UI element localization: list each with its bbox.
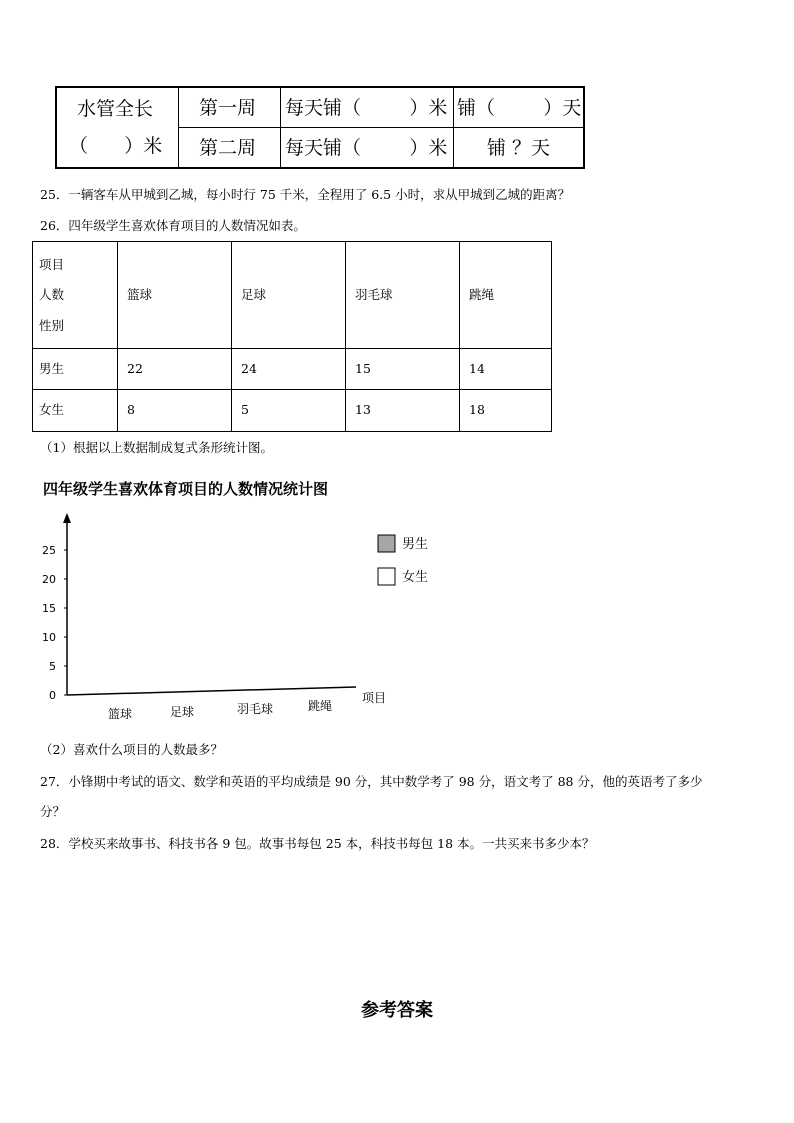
question-26-2: （2）喜欢什么项目的人数最多？ — [40, 742, 223, 757]
question-26: 26．四年级学生喜欢体育项目的人数情况如表。 — [40, 218, 306, 233]
table-cell: 18 — [469, 402, 485, 417]
pipe-total-blank: （ ）米 — [69, 135, 163, 157]
y-tick-label: 0 — [49, 689, 56, 702]
x-axis — [67, 687, 356, 695]
table-cell: 13 — [355, 402, 371, 417]
week1-label: 第一周 — [199, 97, 257, 119]
question-26-1: （1）根据以上数据制成复式条形统计图。 — [40, 440, 273, 455]
column-header: 足球 — [241, 287, 267, 302]
table-divider — [33, 389, 551, 390]
x-category-label: 篮球 — [107, 707, 133, 721]
legend-label: 男生 — [402, 537, 429, 552]
column-header: 篮球 — [127, 287, 153, 302]
header-corner-gender: 性别 — [39, 318, 65, 333]
header-corner-item: 项目 — [39, 257, 65, 272]
x-axis-label: 项目 — [362, 691, 387, 705]
legend-label: 女生 — [402, 570, 429, 585]
y-tick-label: 15 — [42, 602, 56, 615]
week2-label: 第二周 — [199, 137, 257, 159]
chart-title: 四年级学生喜欢体育项目的人数情况统计图 — [43, 480, 329, 498]
y-axis-arrow — [63, 513, 71, 523]
y-tick-label: 5 — [49, 660, 56, 673]
table-cell: 8 — [127, 402, 135, 417]
column-header: 跳绳 — [469, 287, 495, 302]
week1-daily: 每天铺（ ）米 — [285, 97, 448, 119]
question-28: 28．学校买来故事书、科技书各 9 包。故事书每包 25 本，科技书每包 18 本。一共买来书多少本？ — [40, 836, 595, 851]
pipe-table-divider — [178, 127, 583, 128]
y-tick-label: 25 — [42, 544, 56, 557]
x-category-label: 羽毛球 — [236, 702, 274, 716]
y-tick-label: 20 — [42, 573, 56, 586]
row-label-boys: 男生 — [39, 361, 65, 376]
table-cell: 5 — [241, 402, 249, 417]
header-corner-count: 人数 — [39, 287, 65, 302]
sports-data-table — [32, 241, 552, 432]
legend-swatch — [378, 568, 395, 585]
table-divider — [231, 242, 232, 431]
x-category-label: 跳绳 — [307, 699, 333, 713]
table-divider — [459, 242, 460, 431]
table-cell: 24 — [241, 361, 257, 376]
week2-days: 铺 ？天 — [487, 137, 551, 159]
table-divider — [117, 242, 118, 431]
row-label-girls: 女生 — [39, 402, 65, 417]
table-cell: 22 — [127, 361, 143, 376]
table-cell: 15 — [355, 361, 371, 376]
question-27-line1: 27．小锋期中考试的语文、数学和英语的平均成绩是 90 分，其中数学考了 98 分，语文考了 88 分，他的英语考了多少 — [40, 774, 703, 789]
legend-swatch — [378, 535, 395, 552]
question-27-line2: 分？ — [40, 804, 66, 819]
question-25: 25．一辆客车从甲城到乙城，每小时行 75 千米，全程用了 6.5 小时，求从甲城到乙城的距离？ — [40, 187, 571, 202]
week1-days: 铺（ ）天 — [457, 97, 582, 119]
week2-daily: 每天铺（ ）米 — [285, 137, 448, 159]
pipe-total-label: 水管全长 — [77, 98, 154, 120]
x-category-label: 足球 — [169, 705, 195, 719]
answer-section-title: 参考答案 — [361, 1000, 433, 1021]
table-divider — [345, 242, 346, 431]
table-divider — [33, 348, 551, 349]
bar-chart — [0, 470, 794, 730]
column-header: 羽毛球 — [355, 287, 393, 302]
table-cell: 14 — [469, 361, 485, 376]
y-tick-label: 10 — [42, 631, 56, 644]
pipe-table — [55, 86, 585, 169]
